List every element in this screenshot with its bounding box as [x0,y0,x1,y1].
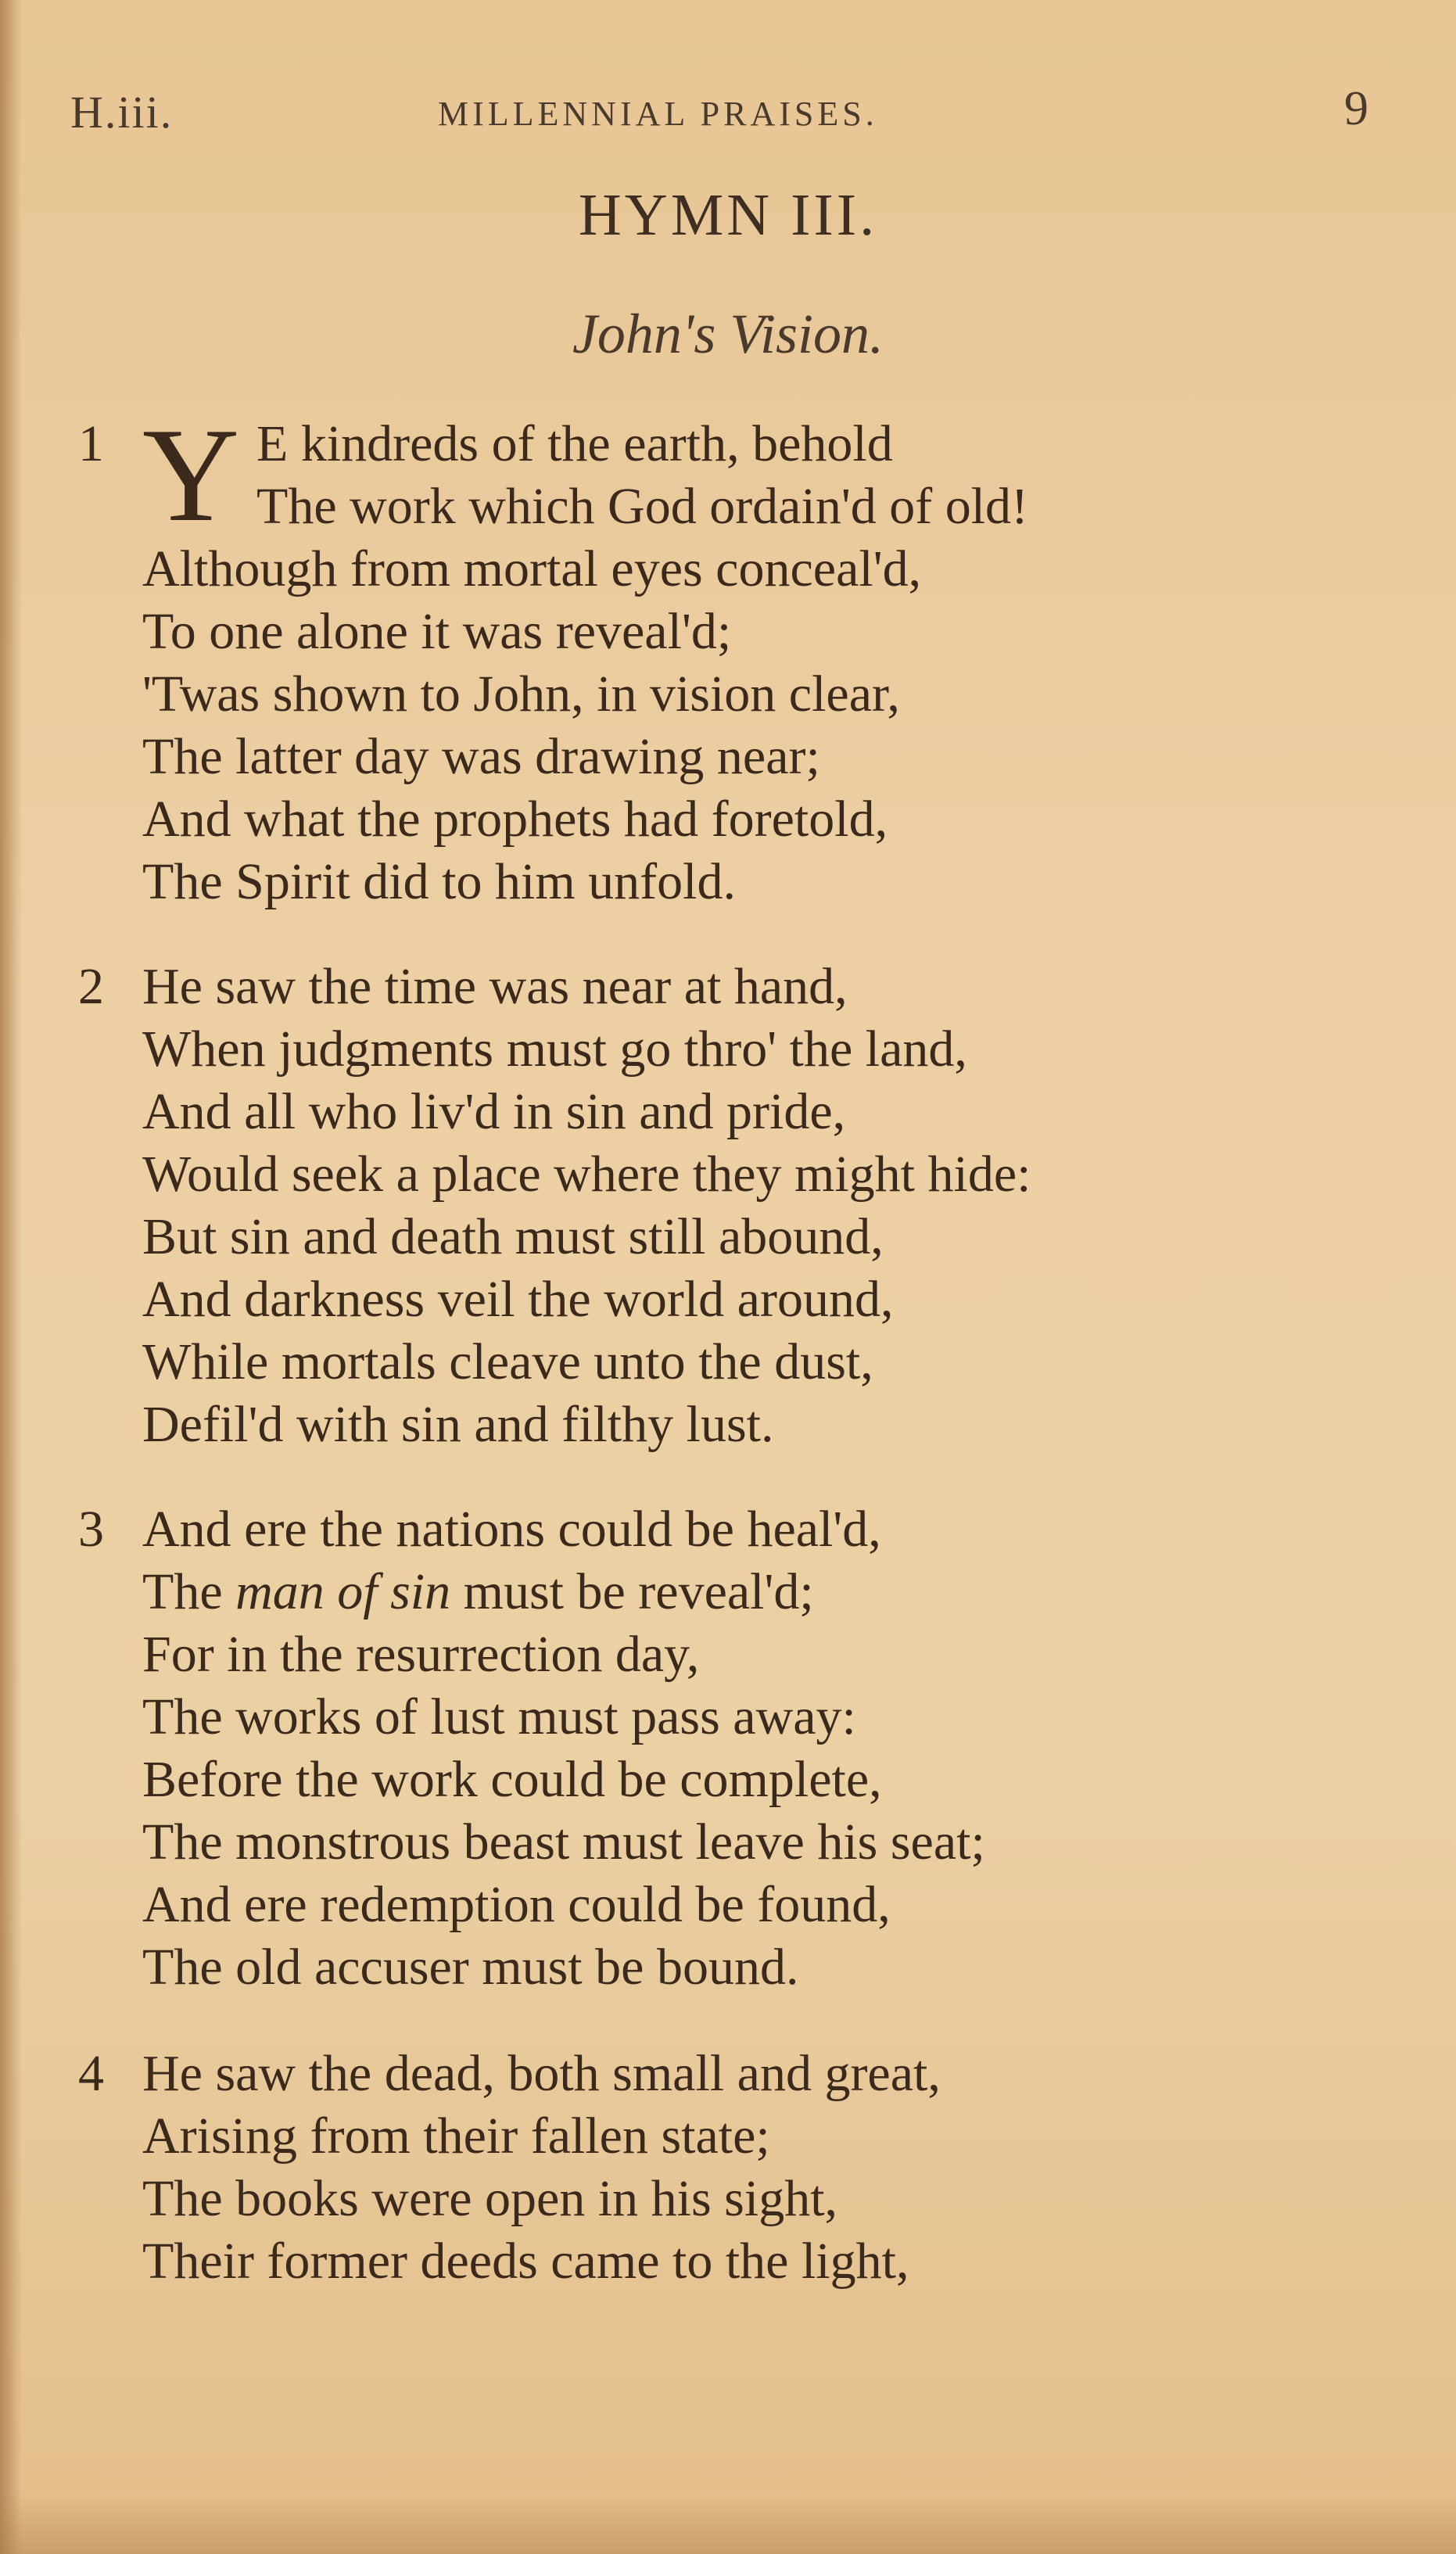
verse-line: Their former deeds came to the light, [142,2233,909,2290]
verse-line: And what the prophets had foretold, [142,791,888,848]
verse-line: For in the resurrection day, [142,1626,700,1683]
verse-line: But sin and death must still abound, [142,1208,884,1265]
running-title: MILLENNIAL PRAISES. [438,95,878,133]
page-number: 9 [1344,82,1368,135]
verse-line: Although from mortal eyes conceal'd, [142,540,922,597]
verse-line [142,1561,1415,1623]
verse-line: Arising from their fallen state; [142,2107,770,2165]
verse-line: The old accuser must be bound. [142,1939,799,1996]
italic-phrase: man of sin [235,1563,451,1620]
verse-line: The books were open in his sight, [142,2170,838,2227]
stanza-3 [70,1498,1415,1999]
stanza-1 [70,401,1415,913]
verse-line: And ere the nations could be heal'd, [142,1501,881,1558]
verse-line: The work which God ordain'd of old! [256,478,1029,535]
stanza-number: 4 [78,2045,104,2102]
verse-line-rest: must be reveal'd; [463,1563,814,1620]
verse-line: And all who liv'd in sin and pride, [142,1083,846,1140]
hymn-title: HYMN III. [578,182,878,248]
verse-line: While mortals cleave unto the dust, [142,1333,873,1390]
verse-line: The latter day was drawing near; [142,728,820,785]
verse-line: Would seek a place where they might hide: [142,1146,1031,1203]
verse-line: The monstrous beast must leave his seat; [142,1813,985,1871]
page-header [70,75,1368,153]
verse-line: And darkness veil the world around, [142,1271,894,1328]
stanza-number: 3 [78,1501,104,1558]
stanza-number: 2 [78,958,104,1015]
verse-line: When judgments must go thro' the land, [142,1021,967,1078]
verse-line: He saw the dead, both small and great, [142,2045,941,2102]
verse-line: To one alone it was reveal'd; [142,603,732,660]
verse-line: And ere redemption could be found, [142,1876,891,1933]
verse-line: 'Twas shown to John, in vision clear, [142,665,900,723]
verse-line: Before the work could be complete, [142,1751,882,1808]
hymn-subtitle: John's Vision. [572,303,884,365]
verse-line: E kindreds of the earth, behold [256,415,893,472]
stanza-number: 1 [78,415,104,472]
stanza-4 [70,2043,1415,2293]
verse-line: The works of lust must pass away: [142,1688,856,1745]
verse-word: The [142,1563,223,1620]
drop-cap: Y [142,401,240,550]
verse-line: He saw the time was near at hand, [142,958,848,1015]
signature-mark: H.iii. [70,87,174,138]
stanza-2 [70,956,1415,1456]
verse-line: Defil'd with sin and filthy lust. [142,1396,774,1453]
verse-line: The Spirit did to him unfold. [142,853,736,910]
